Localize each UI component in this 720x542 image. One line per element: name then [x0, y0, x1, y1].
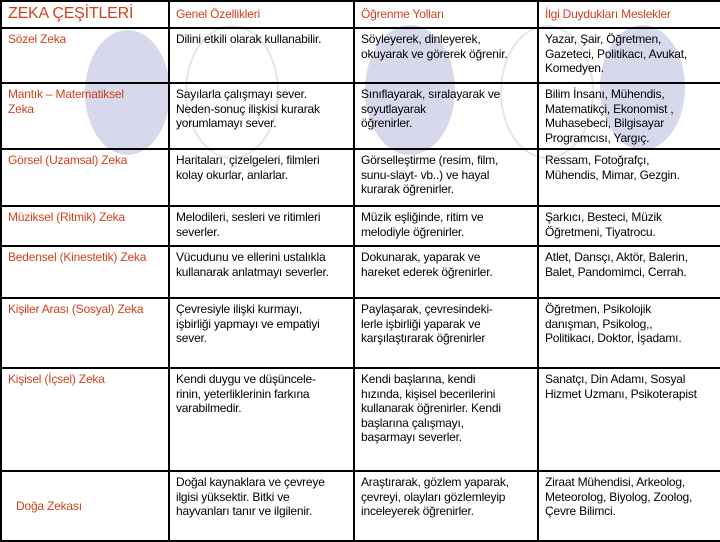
learning-cell: Kendi başlarına, kendi hızında, kişisel becerilerini kullanarak öğrenirler. Kendi başlarına çalışmayı, başarmayı severler.	[354, 368, 538, 471]
header-intelligence-types: ZEKA ÇEŞİTLERİ	[1, 1, 169, 28]
careers-cell: Bilim İnsanı, Mühendis, Matematikçi, Ekonomist , Muhasebeci, Bilgisayar Programcısı, Yargıç.	[538, 83, 720, 149]
careers-cell: Öğretmen, Psikolojik danışman, Psikolog,, Politikacı, Doktor, İşadamı.	[538, 298, 720, 368]
careers-cell: Yazar, Şair, Öğretmen, Gazeteci, Politikacı, Avukat, Komedyen.	[538, 28, 720, 83]
header-general-traits: Genel Özellikleri	[169, 1, 354, 28]
careers-cell: Atlet, Dansçı, Aktör, Balerin, Balet, Pandomimci, Cerrah.	[538, 246, 720, 298]
careers-cell: Ziraat Mühendisi, Arkeolog, Meteorolog, Biyolog, Zoolog, Çevre Bilimci.	[538, 471, 720, 541]
table-row	[1, 298, 720, 368]
learning-cell: Dokunarak, yaparak ve hareket ederek öğrenirler.	[354, 246, 538, 298]
table-row	[1, 368, 720, 471]
intelligence-name: Mantık – Matematiksel Zeka	[1, 83, 169, 149]
traits-cell: Dilini etkili olarak kullanabilir.	[169, 28, 354, 83]
traits-cell: Sayılarla çalışmayı sever. Neden-sonuç ilişkisi kurarak yorumlamayı sever.	[169, 83, 354, 149]
intelligence-name: Sözel Zeka	[1, 28, 169, 83]
header-learning-ways: Öğrenme Yolları	[354, 1, 538, 28]
traits-cell: Haritaları, çizelgeleri, filmleri kolay okurlar, anlarlar.	[169, 149, 354, 206]
table-row	[1, 206, 720, 246]
intelligence-name: Kişisel (İçsel) Zeka	[1, 368, 169, 471]
table-row	[1, 83, 720, 149]
intelligence-name: Görsel (Uzamsal) Zeka	[1, 149, 169, 206]
learning-cell: Sınıflayarak, sıralayarak ve soyutlayarak öğrenirler.	[354, 83, 538, 149]
learning-cell: Müzik eşliğinde, ritim ve melodiyle öğrenirler.	[354, 206, 538, 246]
traits-cell: Kendi duygu ve düşüncele- rinin, yeterliklerinin farkına varabilmedir.	[169, 368, 354, 471]
intelligence-name: Kişiler Arası (Sosyal) Zeka	[1, 298, 169, 368]
intelligence-name: Müziksel (Ritmik) Zeka	[1, 206, 169, 246]
table-row	[1, 246, 720, 298]
learning-cell: Görselleştirme (resim, film, sunu-slayt- vb..) ve hayal kurarak öğrenirler.	[354, 149, 538, 206]
header-careers: İlgi Duydukları Meslekler	[538, 1, 720, 28]
learning-cell: Söyleyerek, dinleyerek, okuyarak ve görerek öğrenir.	[354, 28, 538, 83]
careers-cell: Sanatçı, Din Adamı, Sosyal Hizmet Uzmanı, Psikoterapist	[538, 368, 720, 471]
table-row	[1, 28, 720, 83]
intelligence-name: Doğa Zekası	[1, 471, 169, 541]
traits-cell: Vücudunu ve ellerini ustalıkla kullanarak anlatmayı severler.	[169, 246, 354, 298]
header-row	[1, 1, 720, 28]
table-row	[1, 471, 720, 541]
traits-cell: Çevresiyle ilişki kurmayı, işbirliği yapmayı ve empatiyi sever.	[169, 298, 354, 368]
careers-cell: Ressam, Fotoğrafçı, Mühendis, Mimar, Gezgin.	[538, 149, 720, 206]
learning-cell: Araştırarak, gözlem yaparak, çevreyi, olayları gözlemleyip inceleyerek öğrenirler.	[354, 471, 538, 541]
careers-cell: Şarkıcı, Besteci, Müzik Öğretmeni, Tiyatrocu.	[538, 206, 720, 246]
traits-cell: Doğal kaynaklara ve çevreye ilgisi yüksektir. Bitki ve hayvanları tanır ve ilgilenir.	[169, 471, 354, 541]
traits-cell: Melodileri, sesleri ve ritimleri severler.	[169, 206, 354, 246]
intelligence-name: Bedensel (Kinestetik) Zeka	[1, 246, 169, 298]
learning-cell: Paylaşarak, çevresindeki- lerle işbirliği yaparak ve karşılaştırarak öğrenirler	[354, 298, 538, 368]
table-row	[1, 149, 720, 206]
